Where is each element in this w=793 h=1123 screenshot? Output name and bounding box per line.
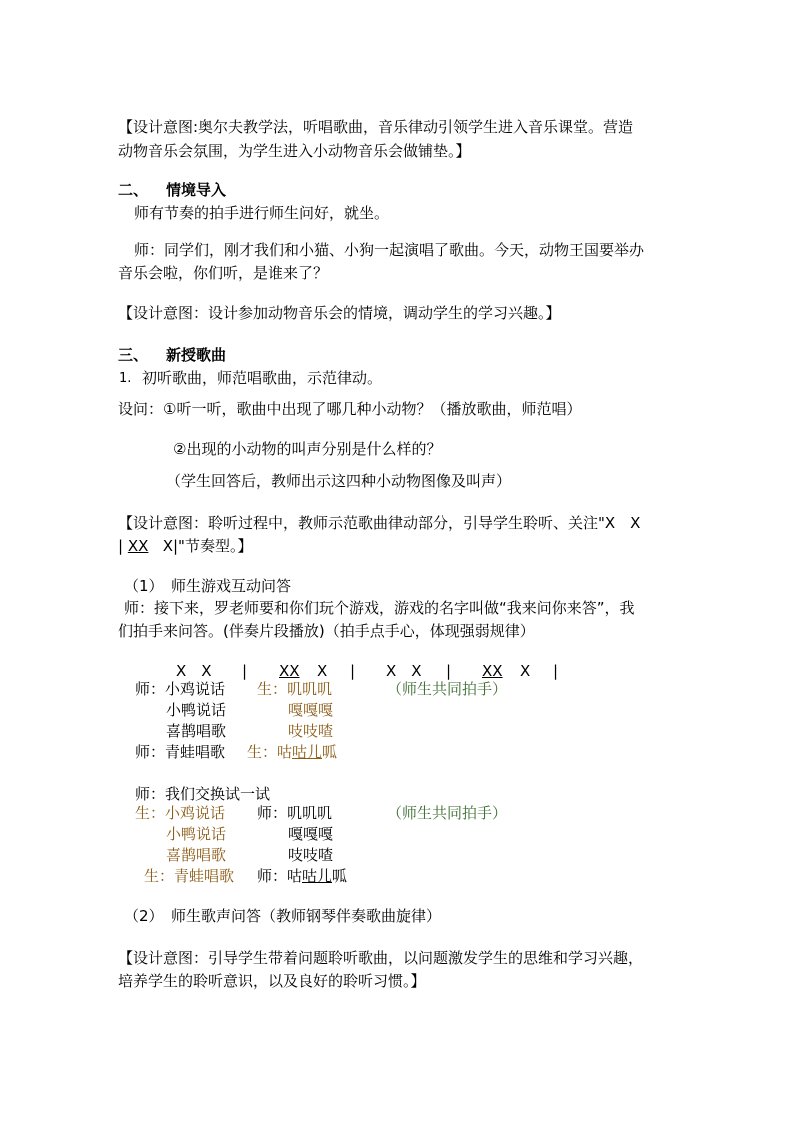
item-1-number: 1.: [119, 371, 132, 386]
sub-1-heading: （1） 师生游戏互动问答: [124, 577, 292, 595]
game1-teacher-4: 师：青蛙唱歌: [135, 743, 226, 761]
game2-teacher-2: 嘎嘎嘎: [288, 825, 334, 843]
rhythm-tail: X|"节奏型。】: [162, 537, 253, 555]
section-2-number: 二、: [118, 181, 149, 199]
rhythm-xx-1: XX: [279, 662, 300, 680]
item-1-text: 初听歌曲，师范唱歌曲，示范律动。: [142, 369, 383, 387]
rhythm-bar-1: |: [242, 662, 248, 680]
design-intent-1-line1: 【设计意图:奥尔夫教学法，听唱歌曲，音乐律动引领学生进入音乐课堂。营造: [118, 118, 634, 136]
design-intent-3-line1: 【设计意图：聆听过程中，教师示范歌曲律动部分，引导学生聆听、关注"X X: [118, 514, 641, 532]
section-3-title: 新授歌曲: [166, 346, 227, 364]
game1-student-2: 嘎嘎嘎: [288, 701, 334, 719]
design-intent-2: 【设计意图：设计参加动物音乐会的情境，调动学生的学习兴趣。】: [118, 304, 561, 322]
question-1: 设问：①听一听，歌曲中出现了哪几种小动物？（播放歌曲，师范唱）: [118, 400, 582, 418]
rhythm-bar-4: |: [553, 662, 559, 680]
rhythm-x-1: X: [317, 662, 328, 680]
design-intent-4-line1: 【设计意图：引导学生带着问题聆听歌曲，以问题激发学生的思维和学习兴趣，: [118, 949, 644, 967]
game1-student-1: 生：叽叽叽: [257, 680, 333, 698]
rhythm-xx-2: XX: [482, 662, 503, 680]
design-intent-3-line2: [118, 536, 252, 557]
game2-student-4: 生：青蛙唱歌: [144, 867, 235, 885]
game2-teacher-1: 师：叽叽叽: [257, 804, 333, 822]
bar-symbol: |: [118, 537, 124, 555]
game1-student-4: 生：咕咕儿呱: [247, 743, 338, 761]
rhythm-bar-2: |: [350, 662, 356, 680]
question-3: （学生回答后，教师出示这四种小动物图像及叫声）: [166, 472, 512, 490]
section-2-title: 情境导入: [166, 181, 227, 199]
rhythm-x-x-2: X X: [386, 662, 422, 680]
game1-teacher-3: 喜鹊唱歌: [166, 722, 227, 740]
greeting-line: 师有节奏的拍手进行师生问好，就坐。: [134, 204, 390, 222]
sub-2-heading: （2） 师生歌声问答（教师钢琴伴奏歌曲旋律）: [124, 907, 442, 925]
game1-teacher-2: 小鸭说话: [166, 701, 227, 719]
section-3-number: 三、: [118, 346, 149, 364]
game2-note: （师生共同拍手）: [387, 804, 508, 822]
game2-student-1: 生：小鸡说话: [135, 804, 226, 822]
design-intent-1-line2: 动物音乐会氛围，为学生进入小动物音乐会做铺垫。】: [118, 142, 471, 160]
game2-teacher-4: 师：咕咕儿呱: [257, 867, 348, 885]
question-2: ②出现的小动物的叫声分别是什么样的？: [173, 440, 442, 458]
game1-student-3: 吱吱喳: [288, 722, 334, 740]
rhythm-xx: XX: [127, 537, 149, 555]
rhythm-x-x-1: X X: [176, 662, 212, 680]
sub-1-line1: 师：接下来，罗老师要和你们玩个游戏，游戏的名字叫做“我来问你来答”，我: [124, 599, 635, 617]
teacher-intro-line1: 师：同学们，刚才我们和小猫、小狗一起演唱了歌曲。今天，动物王国要举办: [134, 241, 645, 259]
design-intent-4-line2: 培养学生的聆听意识，以及良好的聆听习惯。】: [118, 972, 426, 990]
game2-intro: 师：我们交换试一试: [135, 785, 271, 803]
game2-student-2: 小鸭说话: [166, 825, 227, 843]
teacher-intro-line2: 音乐会啦，你们听，是谁来了？: [118, 264, 329, 282]
rhythm-x-2: X: [520, 662, 531, 680]
game2-teacher-3: 吱吱喳: [288, 846, 334, 864]
game1-teacher-1: 师：小鸡说话: [135, 680, 226, 698]
sub-1-line2: 们拍手来问答。(伴奏片段播放)（拍手点手心，体现强弱规律）: [118, 622, 535, 640]
game1-note: （师生共同拍手）: [387, 680, 508, 698]
game2-student-3: 喜鹊唱歌: [166, 846, 227, 864]
rhythm-bar-3: |: [446, 662, 452, 680]
